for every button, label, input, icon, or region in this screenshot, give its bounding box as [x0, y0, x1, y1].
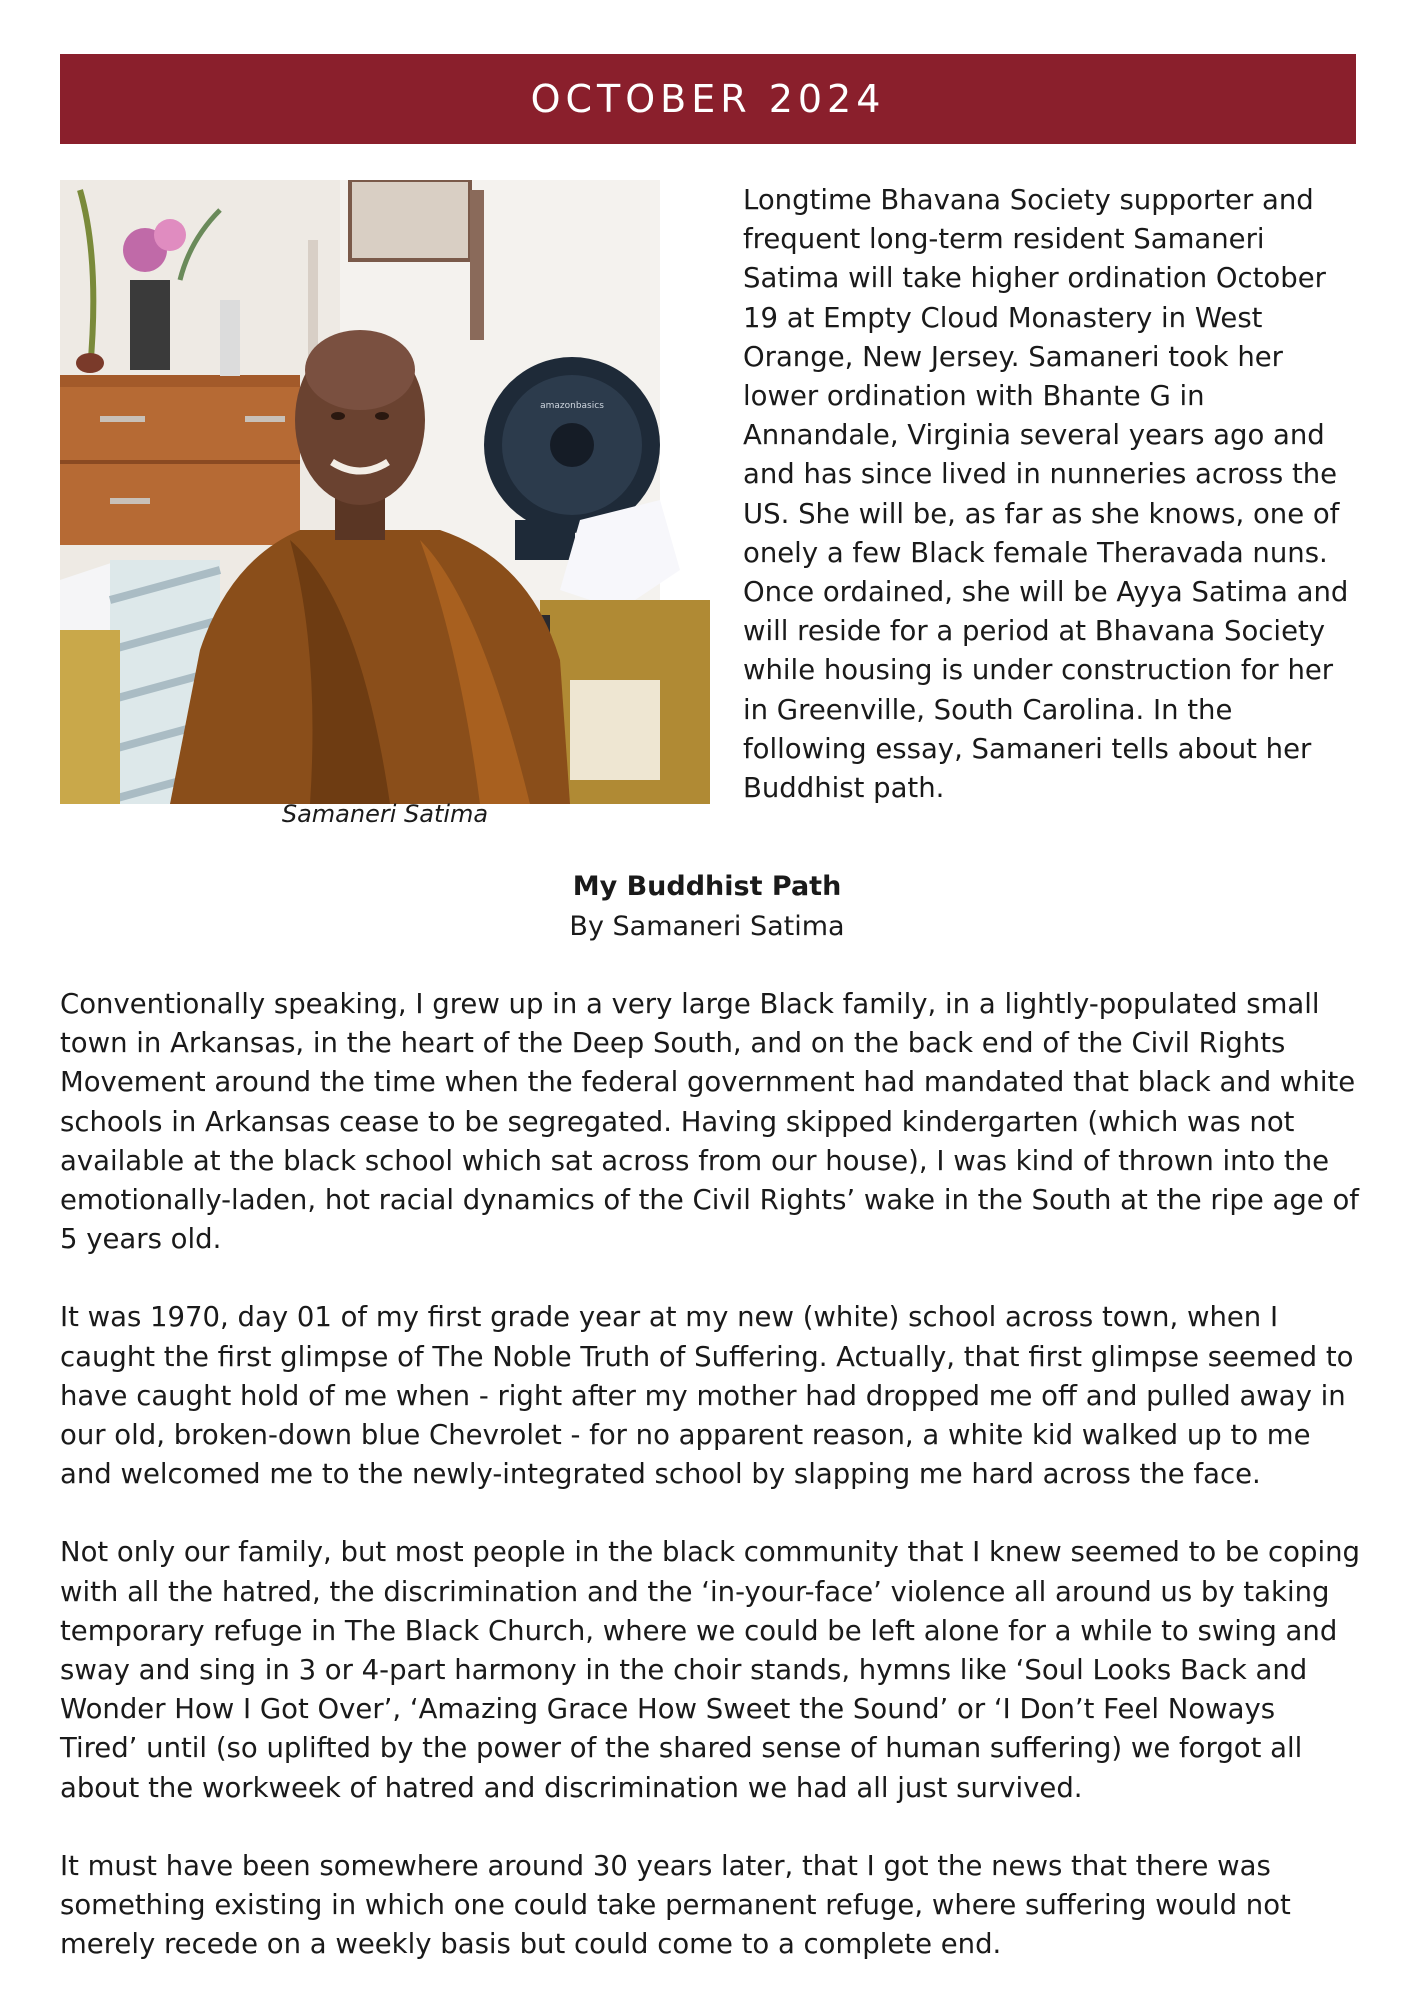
essay-title: My Buddhist Path [572, 871, 842, 902]
photo-caption: Samaneri Satima [281, 800, 489, 828]
essay-paragraph: It must have been somewhere around 30 years later, that I got the news that there was something existing in which one could take permanent refuge, where suffering would not merely recede on a weekly basis but could come to a complete end. [60, 1849, 1291, 1961]
essay-body [60, 985, 1360, 2003]
intro-paragraph: Longtime Bhavana Society supporter and frequent long-term resident Samaneri Satima will take higher ordination October 19 at Empty Cloud Monastery in West Orange, New Jersey. Samaneri took her lower ordination with Bhante G in Annandale, Virginia several years ago and and has since lived in nunneries across the US. She will be, as far as she knows, one of onely a few Black female Theravada nuns. Once ordained, she will be Ayya Satima and will reside for a period at Bhavana Society while housing is under construction for her in Greenville, South Carolina. In the following essay, Samaneri tells about her Buddhist path. [743, 184, 1349, 805]
essay-paragraph: Not only our family, but most people in the black community that I knew seemed to be coping with all the hatred, the discrimination and the ‘in-your-face’ violence all around us by taking temporary refuge in The Black Church, where we could be left alone for a while to swing and sway and sing in 3 or 4-part harmony in the choir stands, hymns like ‘Soul Looks Back and Wonder How I Got Over’, ‘Amazing Grace How Sweet the Sound’ or ‘I Don’t Feel Noways Tired’ until (so uplifted by the power of the shared sense of human suffering) we forgot all about the workweek of hatred and discrimination we had all just survived. [60, 1536, 1360, 1804]
portrait-photo [60, 180, 710, 804]
wooden-dresser [60, 375, 300, 545]
essay-heading [0, 867, 1414, 947]
month-title: OCTOBER 2024 [530, 77, 886, 121]
header-banner [60, 54, 1356, 144]
essay-paragraph: It was 1970, day 01 of my first grade year at my new (white) school across town, when I caught the first glimpse of The Noble Truth of Suffering. Actually, that first glimpse seemed to have caught hold of me when - right after my mother had dropped me off and pulled away in our old, broken-down blue Chevrolet - for no apparent reason, a white kid walked up to me and welcomed me to the newly-integrated school by slapping me hard across the face. [60, 1301, 1354, 1491]
svg-text:amazonbasics: amazonbasics [540, 401, 604, 411]
essay-byline: By Samaneri Satima [569, 911, 845, 942]
essay-paragraph: Conventionally speaking, I grew up in a very large Black family, in a lightly-populated small town in Arkansas, in the heart of the Deep South, and on the back end of the Civil Rights Movement around the time when the federal government had mandated that black and white schools in Arkansas cease to be segregated. Having skipped kindergarten (which was not available at the black school which sat across from our house), I was kind of thrown into the emotionally-laden, hot racial dynamics of the Civil Rights’ wake in the South at the ripe age of 5 years old. [60, 988, 1359, 1256]
